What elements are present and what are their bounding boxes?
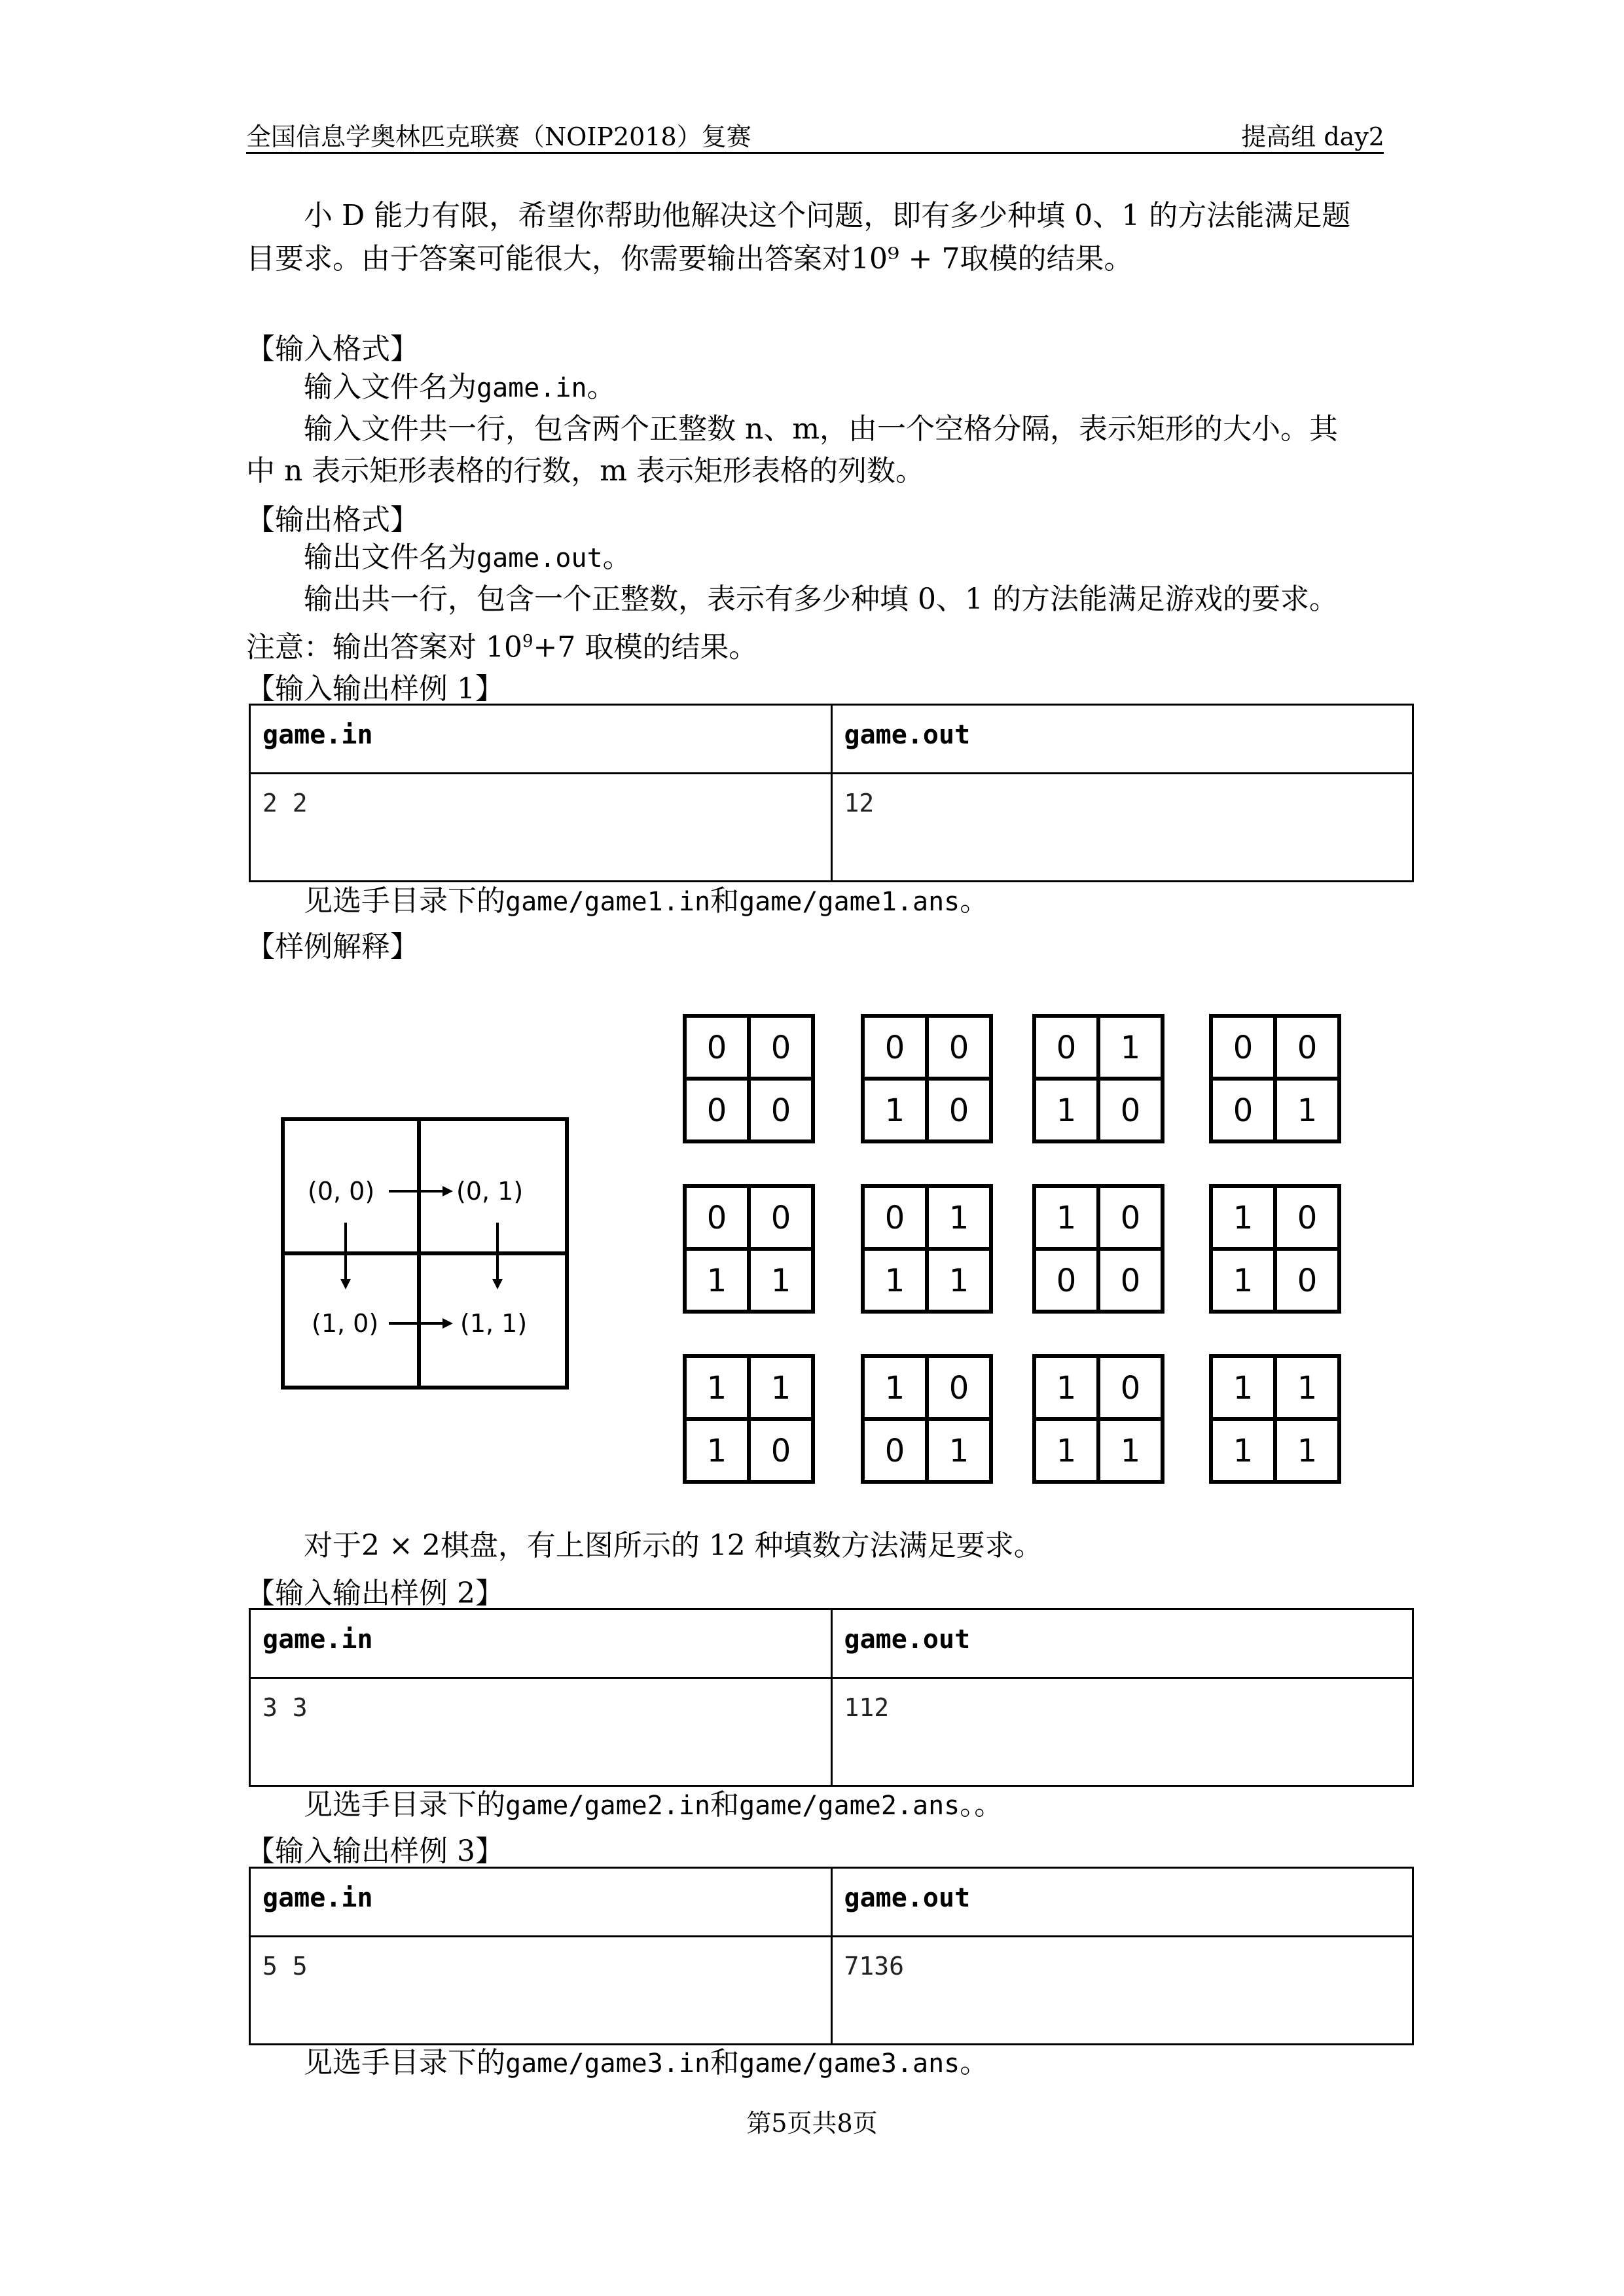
conclusion-post: 棋盘，有上图所示的 12 种填数方法满足要求。 [440,1529,1043,1562]
grid-cell-value: 1 [948,1200,969,1236]
sample1-see-in: game/game1.in [505,887,711,917]
grid-cell-value: 0 [1056,1263,1077,1299]
grid-cell-value: 0 [948,1370,969,1407]
grid-cell-value: 1 [1120,1433,1141,1469]
grid-cell-value: 1 [770,1370,791,1407]
path-diagram [283,1119,567,1388]
grid-cell-value: 0 [1233,1030,1254,1066]
arrow-head-right-top [442,1186,453,1196]
sample2-see-and: 和 [710,1788,740,1821]
sample1-col-out: game.out [831,705,1413,774]
grid-cell-value: 0 [884,1433,905,1469]
fill-grid [1034,1356,1163,1482]
sample3-col-out: game.out [831,1868,1413,1937]
grid-cell-value: 1 [1056,1433,1077,1469]
grid-cell-value: 1 [948,1263,969,1299]
grid-cell-value: 0 [770,1200,791,1236]
output-note-sup: 9 [522,632,533,651]
sample2-table [249,1608,1414,1787]
intro-line2-post: 取模的结果。 [960,242,1133,276]
grid-cell-value: 0 [1297,1030,1318,1066]
grid-cell-value: 1 [1056,1092,1077,1129]
sample3-in: 5 5 [250,1937,832,2045]
grid-cell-value: 1 [1233,1433,1254,1469]
fill-grid [863,1016,991,1141]
path-label: (0, 0) [308,1177,375,1206]
grid-cell-value: 1 [1297,1433,1318,1469]
sample3-see-ans: game/game3.ans [739,2049,960,2079]
grid-cell-value: 0 [706,1092,727,1129]
grid-cell-value: 0 [948,1030,969,1066]
grid-cell-value: 1 [884,1263,905,1299]
grid-cell-value: 0 [770,1092,791,1129]
fill-grid [685,1016,813,1141]
sample3-col-in: game.in [250,1868,832,1937]
conclusion-pre: 对于 [304,1529,361,1562]
grid-cell-value: 1 [884,1370,905,1407]
output-file-post: 。 [602,541,632,574]
arrow-head-down-left [340,1279,351,1289]
output-format-title: 【输出格式】 [246,503,419,537]
grid-cell-value: 1 [706,1370,727,1407]
grid-cell-value: 0 [1297,1263,1318,1299]
grid-cell-value: 0 [1056,1030,1077,1066]
grid-cell-value: 0 [884,1200,905,1236]
output-file-pre: 输出文件名为 [304,541,477,574]
fill-grid [1034,1186,1163,1312]
fill-grid [863,1186,991,1312]
sample2-see-pre: 见选手目录下的 [304,1788,505,1821]
arrow-head-right-bottom [442,1318,453,1329]
conclusion-math: 2 × 2 [361,1529,441,1562]
fill-grid [685,1186,813,1312]
grid-cell-value: 0 [706,1030,727,1066]
sample1-see-post: 。 [960,884,989,918]
sample2-out: 112 [831,1678,1413,1786]
grid-cell-value: 0 [884,1030,905,1066]
sample1-see-and: 和 [710,884,740,918]
grid-cell-value: 0 [1297,1200,1318,1236]
sample1-title: 【输入输出样例 1】 [246,672,504,706]
input-desc2: 中 n 表示矩形表格的行数，m 表示矩形表格的列数。 [246,454,925,488]
sample2-col-out: game.out [831,1609,1413,1678]
explain-conclusion [304,1525,1043,1567]
grid-cell-value: 1 [948,1433,969,1469]
arrow-head-down-right [492,1279,503,1289]
grid-cell-value: 0 [948,1092,969,1129]
grid-cell-value: 0 [770,1433,791,1469]
sample3-see-in: game/game3.in [505,2049,711,2079]
output-note-post: +7 取模的结果。 [533,630,758,664]
grid-cell-value: 1 [1297,1370,1318,1407]
sample3-see-and: 和 [710,2046,740,2079]
sample2-in: 3 3 [250,1678,832,1786]
sample3-see-pre: 见选手目录下的 [304,2046,505,2079]
sample3-out: 7136 [831,1937,1413,2045]
fill-grid [1211,1186,1339,1312]
input-file-name: game.in [477,373,587,403]
fill-grid [1211,1016,1339,1141]
output-desc1: 输出共一行，包含一个正整数，表示有多少种填 0、1 的方法能满足游戏的要求。 [304,583,1338,616]
grid-cell-value: 1 [1056,1370,1077,1407]
grid-cell-value: 0 [1120,1263,1141,1299]
grid-cell-value: 0 [706,1200,727,1236]
sample2-see-in: game/game2.in [505,1791,711,1821]
sample3-see [304,2042,988,2085]
sample3-table [249,1867,1414,2045]
grid-cell-value: 0 [1233,1092,1254,1129]
output-note-pre: 注意：输出答案对 10 [246,630,522,664]
sample2-see-ans: game/game2.ans [739,1791,960,1821]
grid-cell-value: 0 [1120,1092,1141,1129]
sample2-see-post: 。。 [960,1788,1003,1821]
header-right: 提高组 day2 [1241,122,1384,151]
explain-title: 【样例解释】 [246,930,419,963]
sample1-see-ans: game/game1.ans [739,887,960,917]
sample1-out: 12 [831,774,1413,882]
input-file-post: 。 [586,370,616,404]
grid-cell-value: 0 [1120,1370,1141,1407]
fill-grid [1034,1016,1163,1141]
sample1-col-in: game.in [250,705,832,774]
grid-cell-value: 1 [1120,1030,1141,1066]
path-label: (0, 1) [456,1177,524,1206]
input-file-pre: 输入文件名为 [304,370,477,404]
grid-cell-value: 1 [1233,1200,1254,1236]
grid-cell-value: 0 [770,1030,791,1066]
input-format-title: 【输入格式】 [246,332,419,366]
fill-grid [1211,1356,1339,1482]
sample1-in: 2 2 [250,774,832,882]
sample2-title: 【输入输出样例 2】 [246,1577,504,1610]
fill-grid [685,1356,813,1482]
page-footer: 第5页共8页 [746,2109,878,2138]
intro-line1: 小 D 能力有限，希望你帮助他解决这个问题，即有多少种填 0、1 的方法能满足题 [304,199,1351,232]
sample3-title: 【输入输出样例 3】 [246,1835,504,1868]
output-file-name: game.out [477,543,603,573]
header-left: 全国信息学奥林匹克联赛（NOIP2018）复赛 [246,122,751,151]
sample3-see-post: 。 [960,2046,989,2079]
sample2-see [304,1784,1003,1827]
grid-cell-value: 1 [1233,1370,1254,1407]
grid-cell-value: 1 [884,1092,905,1129]
fill-grid [863,1356,991,1482]
path-label: (1, 1) [460,1309,528,1338]
grid-cell-value: 1 [706,1263,727,1299]
sample1-see-pre: 见选手目录下的 [304,884,505,918]
sample2-col-in: game.in [250,1609,832,1678]
modulus-math: 10⁹ + 7 [851,242,960,276]
grid-cell-value: 1 [1233,1263,1254,1299]
input-desc1: 输入文件共一行，包含两个正整数 n、m，由一个空格分隔，表示矩形的大小。其 [304,412,1339,446]
intro-line2-pre: 目要求。由于答案可能很大，你需要输出答案对 [246,242,851,276]
path-label: (1, 0) [312,1309,379,1338]
grid-cell-value: 1 [706,1433,727,1469]
grid-cell-value: 1 [770,1263,791,1299]
grid-cell-value: 0 [1120,1200,1141,1236]
grid-cell-value: 1 [1297,1092,1318,1129]
grid-cell-value: 1 [1056,1200,1077,1236]
